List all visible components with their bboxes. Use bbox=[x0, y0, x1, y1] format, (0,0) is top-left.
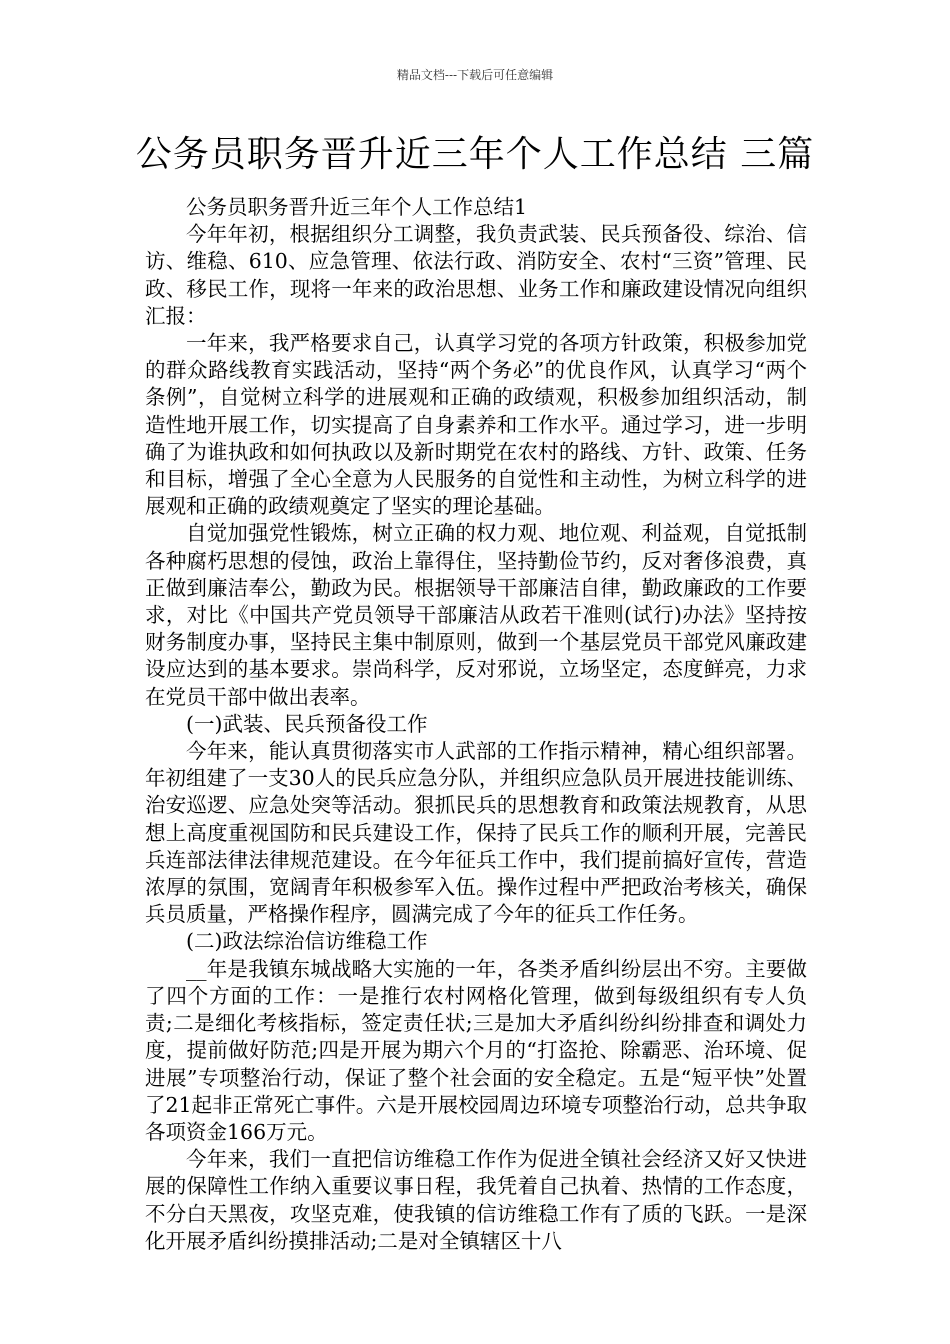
section-heading: (二)政法综治信访维稳工作 bbox=[186, 929, 428, 954]
section-heading: (一)武装、民兵预备役工作 bbox=[186, 711, 428, 736]
paragraph: 一年来，我严格要求自己，认真学习党的各项方针政策，积极参加党的群众路线教育实践活动，坚持“两个务必”的优良作风，认真学习“两个条例”，自觉树立科学的进展观和正确的政绩观，积极参加组织活动，制造性地开展工作，切实提高了自身素养和工作水平。通过学习，进一步明确了为谁执政和如何执政以及新时期党在农村的路线、方针、政策、任务和目标，增强了全心全意为人民服务的自觉性和主动性，为树立科学的进展观和正确的政绩观奠定了坚实的理论基础。 bbox=[145, 331, 807, 519]
page-header-note: 精品文档---下载后可任意编辑 bbox=[396, 68, 554, 82]
document-title: 公务员职务晋升近三年个人工作总结 三篇 bbox=[135, 134, 815, 175]
document-body bbox=[145, 194, 807, 1255]
section-heading: 公务员职务晋升近三年个人工作总结1 bbox=[186, 195, 528, 219]
paragraph: 今年来，我们一直把信访维稳工作作为促进全镇社会经济又好又快进展的保障性工作纳入重要议事日程，我凭着自己执着、热情的工作态度，不分白天黑夜，攻坚克难，使我镇的信访维稳工作有了质的飞跃。一是深化开展矛盾纠纷摸排活动;二是对全镇辖区十八 bbox=[145, 1147, 807, 1253]
paragraph: __年是我镇东城战略大实施的一年，各类矛盾纠纷层出不穷。主要做了四个方面的工作：一是推行农村网格化管理，做到每级组织有专人负责;二是细化考核指标，签定责任状;三是加大矛盾纠纷纠纷排查和调处力度，提前做好防范;四是开展为期六个月的“打盗抢、除霸恶、治环境、促进展”专项整治行动，保证了整个社会面的安全稳定。五是“短平快”处置了21起非正常死亡事件。六是开展校园周边环境专项整治行动，总共争取各项资金166万元。 bbox=[145, 956, 807, 1144]
paragraph: 今年年初，根据组织分工调整，我负责武装、民兵预备役、综治、信访、维稳、610、应急管理、依法行政、消防安全、农村“三资”管理、民政、移民工作，现将一年来的政治思想、业务工作和廉政建设情况向组织汇报： bbox=[145, 222, 807, 328]
paragraph: 今年来，能认真贯彻落实市人武部的工作指示精神，精心组织部署。年初组建了一支30人的民兵应急分队，并组织应急队员开展进技能训练、治安巡逻、应急处突等活动。狠抓民兵的思想教育和政策法规教育，从思想上高度重视国防和民兵建设工作，保持了民兵工作的顺利开展，完善民兵连部法律法律规范建设。在今年征兵工作中，我们提前搞好宣传，营造浓厚的氛围，宽阔青年积极参军入伍。操作过程中严把政治考核关，确保兵员质量，严格操作程序，圆满完成了今年的征兵工作任务。 bbox=[145, 739, 807, 927]
paragraph: 自觉加强党性锻炼，树立正确的权力观、地位观、利益观，自觉抵制各种腐朽思想的侵蚀，政治上靠得住，坚持勤俭节约，反对奢侈浪费，真正做到廉洁奉公，勤政为民。根据领导干部廉洁自律，勤政廉政的工作要求，对比《中国共产党员领导干部廉洁从政若干准则(试行)办法》坚持按财务制度办事，坚持民主集中制原则，做到一个基层党员干部党风廉政建设应达到的基本要求。崇尚科学，反对邪说，立场坚定，态度鲜亮，力求在党员干部中做出表率。 bbox=[145, 521, 807, 709]
